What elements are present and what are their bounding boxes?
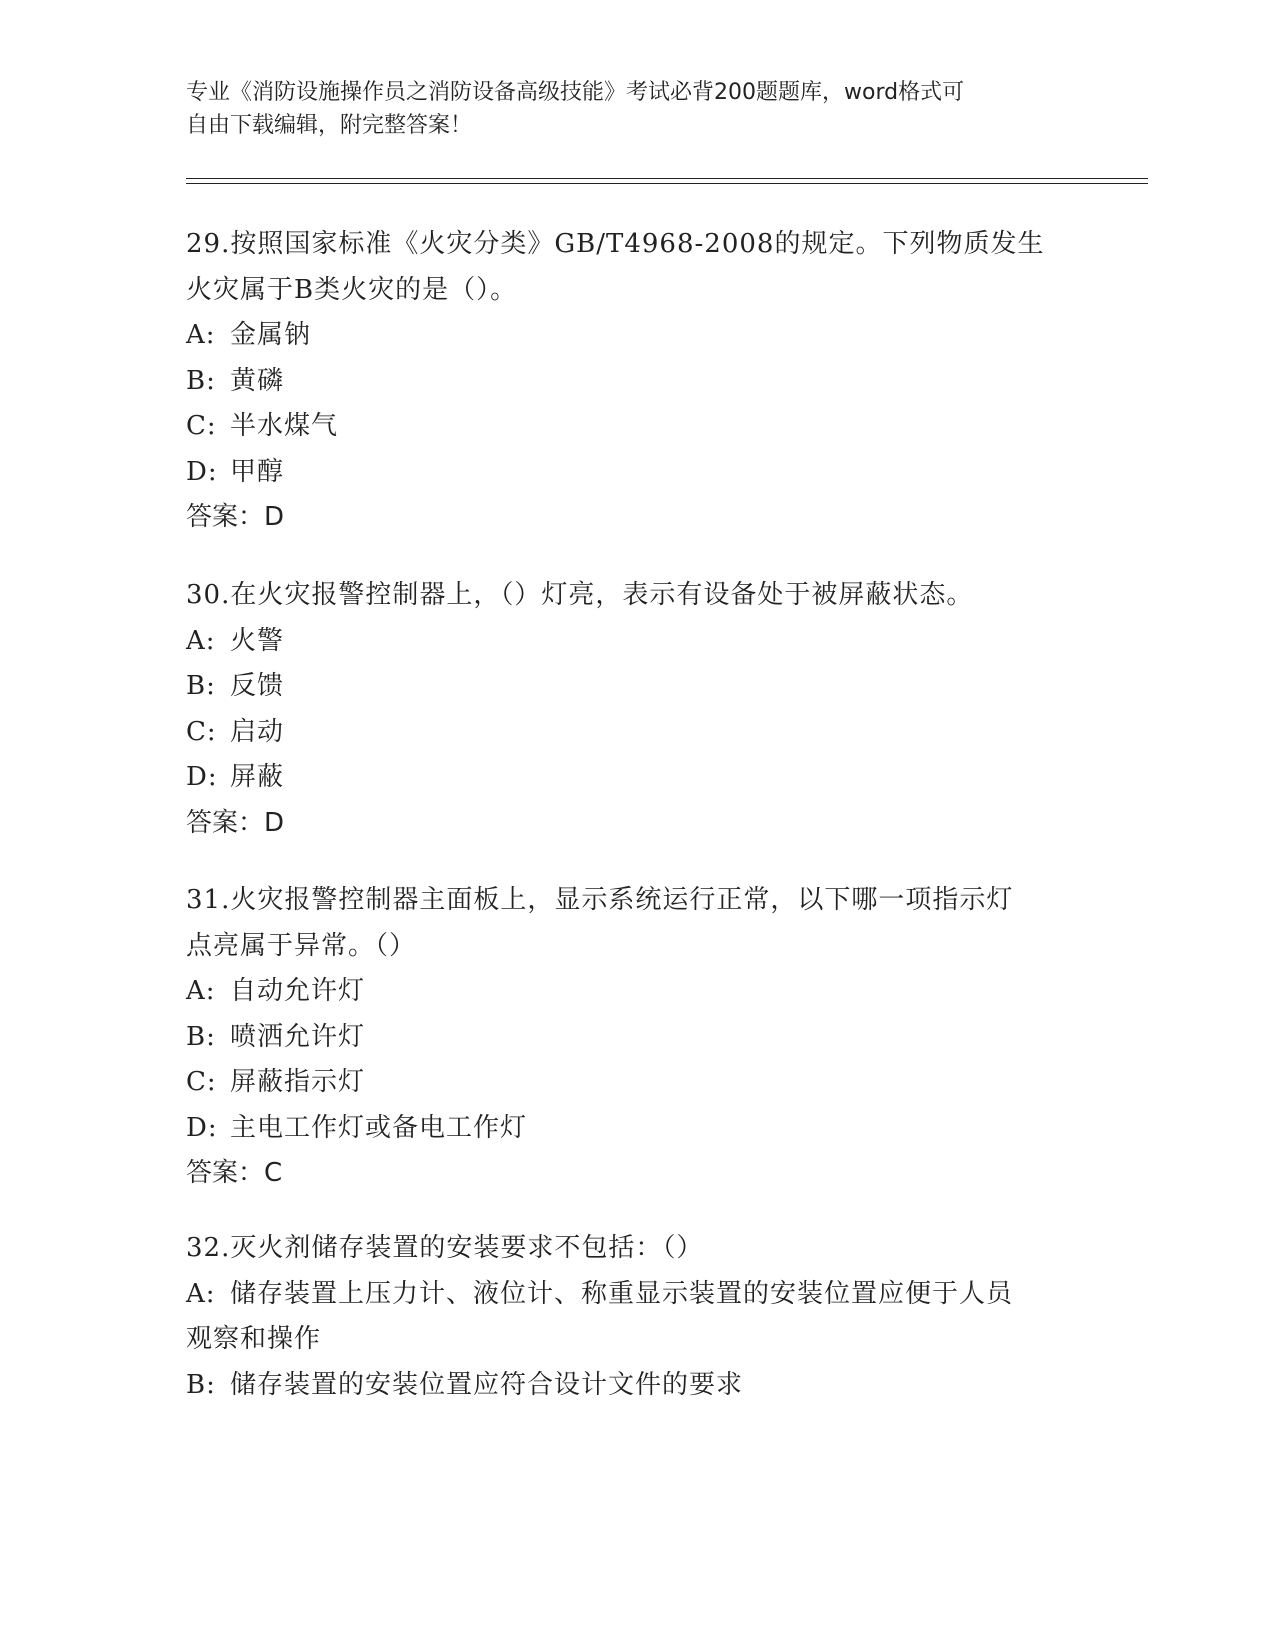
option-label: B: — [186, 365, 216, 396]
option-text: 甲醇 — [230, 456, 285, 487]
option-label: A: — [186, 625, 216, 656]
option-b — [186, 1015, 1086, 1061]
question-stem: 火灾属于B类火灾的是（）。 — [186, 274, 518, 305]
option-text: 金属钠 — [230, 320, 312, 350]
answer: 答案：D — [186, 807, 285, 838]
option-b — [186, 1363, 1086, 1409]
option-a — [186, 969, 1086, 1015]
option-label: D: — [186, 1112, 218, 1143]
option-a — [186, 1272, 1086, 1318]
option-label: A: — [186, 1278, 216, 1309]
question-29 — [186, 222, 1086, 541]
question-stem: 29.按照国家标准《火灾分类》GB/T4968-2008的规定。下列物质发生 — [186, 229, 1045, 259]
option-a-continuation: 观察和操作 — [186, 1324, 322, 1354]
question-32 — [186, 1226, 1086, 1408]
answer: 答案：C — [186, 1158, 283, 1188]
option-text: 半水煤气 — [230, 411, 339, 441]
question-31 — [186, 878, 1086, 1197]
document-header — [186, 76, 1086, 142]
header-line-2: 自由下载编辑，附完整答案！ — [186, 113, 473, 138]
option-text: 储存装置上压力计、液位计、称重显示装置的安装位置应便于人员 — [230, 1278, 1014, 1309]
option-label: B: — [186, 1021, 216, 1052]
question-stem: 点亮属于异常。（） — [186, 930, 417, 961]
header-line-1: 专业《消防设施操作员之消防设备高级技能》考试必背200题题库，word格式可 — [186, 80, 965, 105]
option-text: 屏蔽 — [230, 762, 285, 792]
question-stem: 31.火灾报警控制器主面板上，显示系统运行正常，以下哪一项指示灯 — [186, 885, 1014, 915]
question-stem: 32.灭火剂储存装置的安装要求不包括：（） — [186, 1233, 704, 1263]
option-text: 火警 — [230, 625, 285, 656]
option-text: 屏蔽指示灯 — [230, 1067, 366, 1097]
option-text: 启动 — [230, 716, 285, 747]
option-label: C: — [186, 411, 217, 441]
option-c — [186, 710, 1086, 756]
option-d — [186, 450, 1086, 496]
option-label: C: — [186, 1067, 217, 1097]
option-label: A: — [186, 976, 216, 1006]
option-label: D: — [186, 762, 218, 792]
question-30 — [186, 573, 1086, 846]
option-text: 自动允许灯 — [230, 976, 366, 1006]
option-text: 黄磷 — [230, 365, 285, 396]
option-label: B: — [186, 671, 216, 701]
answer: 答案：D — [186, 502, 285, 532]
option-text: 喷洒允许灯 — [230, 1021, 366, 1052]
option-text: 储存装置的安装位置应符合设计文件的要求 — [230, 1369, 744, 1400]
option-b — [186, 359, 1086, 405]
option-label: C: — [186, 716, 217, 747]
option-d — [186, 1106, 1086, 1152]
option-a — [186, 313, 1086, 359]
option-d — [186, 755, 1086, 801]
option-label: B: — [186, 1369, 216, 1400]
option-text: 反馈 — [230, 671, 285, 701]
header-divider — [186, 178, 1148, 184]
option-label: A: — [186, 320, 216, 350]
option-label: D: — [186, 456, 218, 487]
option-a — [186, 619, 1086, 665]
option-c — [186, 1060, 1086, 1106]
option-text: 主电工作灯或备电工作灯 — [230, 1112, 528, 1143]
option-c — [186, 404, 1086, 450]
option-b — [186, 664, 1086, 710]
question-stem: 30.在火灾报警控制器上，（）灯亮，表示有设备处于被屏蔽状态。 — [186, 580, 974, 610]
